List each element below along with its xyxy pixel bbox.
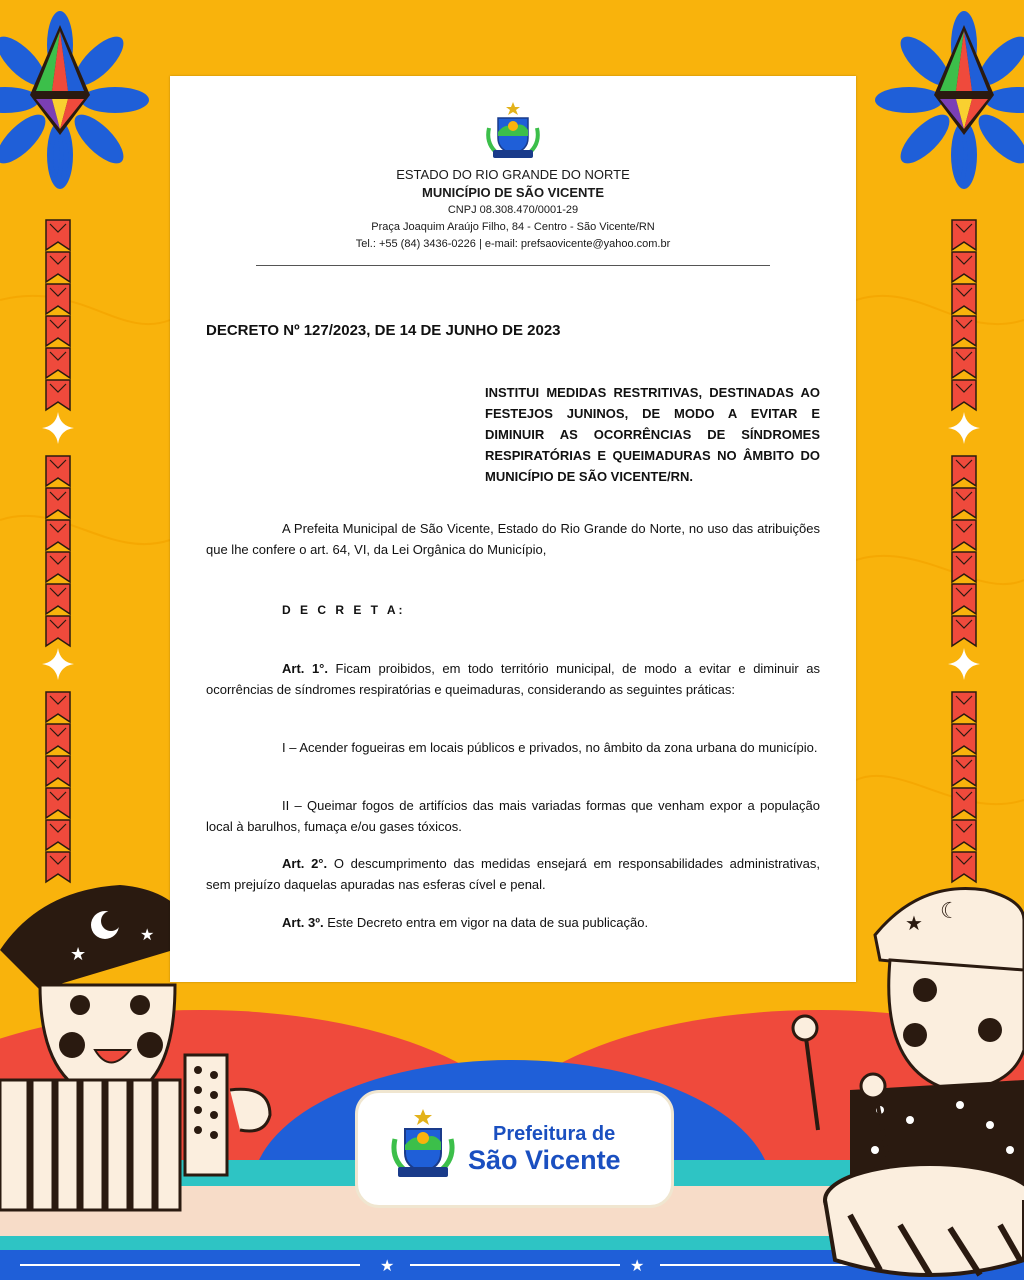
svg-text:☾: ☾ [940, 899, 960, 924]
decree-document [170, 76, 856, 982]
svg-text:★: ★ [630, 1256, 645, 1275]
prefeitura-logo [355, 1090, 674, 1208]
article-2 [206, 853, 820, 895]
header-state: ESTADO DO RIO GRANDE DO NORTE [396, 167, 630, 182]
svg-text:★: ★ [905, 911, 923, 935]
municipal-crest-icon [483, 100, 543, 162]
article-3-text: Este Decreto entra em vigor na data de sua publicação. [323, 915, 649, 930]
header-municipality: MUNICÍPIO DE SÃO VICENTE [421, 185, 605, 200]
logo-line-1: Prefeitura de [493, 1123, 616, 1145]
svg-text:★: ★ [380, 1256, 395, 1275]
article-2-label: Art. 2°. [282, 856, 328, 871]
header-cnpj: CNPJ 08.308.470/0001-29 [447, 204, 579, 216]
article-1-label: Art. 1°. [282, 661, 328, 676]
decree-title: DECRETO Nº 127/2023, DE 14 DE JUNHO DE 2023 [206, 322, 561, 339]
article-3 [206, 912, 820, 933]
article-3-label: Art. 3º. [282, 915, 324, 930]
article-1-text: Ficam proibidos, em todo território municipal, de modo a evitar e diminuir as ocorrências de síndromes respiratórias e queimaduras, considerando as seguintes práticas: [206, 661, 820, 697]
header-address: Praça Joaquim Araújo Filho, 84 - Centro - São Vicente/RN [371, 221, 655, 233]
article-1-item-1: I – Acender fogueiras em locais públicos e privados, no âmbito da zona urbana do município. [282, 740, 818, 755]
header-contact: Tel.: +55 (84) 3436-0226 | e-mail: prefsaovicente@yahoo.com.br [355, 238, 671, 250]
svg-text:★: ★ [140, 925, 155, 944]
header-divider [256, 265, 770, 266]
logo-line-2: São Vicente [468, 1145, 621, 1175]
article-1-item-2: II – Queimar fogos de artifícios das mais variadas formas que venham expor a população local à barulhos, fumaça e/ou gases tóxicos. [206, 798, 820, 834]
article-1 [206, 658, 820, 700]
decreta-heading: D E C R E T A: [282, 603, 406, 617]
decree-ementa: INSTITUI MEDIDAS RESTRITIVAS, DESTINADAS AO FESTEJOS JUNINOS, DE MODO A EVITAR E DIMINUIR AS OCORRÊNCIAS DE SÍNDROMES RESPIRATÓRIAS E QUEIMADURAS NO ÂMBITO DO MUNICÍPIO DE SÃO VICENTE/RN. [485, 385, 820, 484]
decree-preamble: A Prefeita Municipal de São Vicente, Estado do Rio Grande do Norte, no uso das atribuições que lhe confere o art. 64, VI, da Lei Orgânica do Município, [206, 521, 820, 557]
municipal-crest-icon [388, 1107, 458, 1181]
article-2-text: O descumprimento das medidas ensejará em responsabilidades administrativas, sem prejuízo daquelas apuradas nas esferas cível e penal. [206, 856, 820, 892]
svg-text:★: ★ [70, 944, 87, 965]
